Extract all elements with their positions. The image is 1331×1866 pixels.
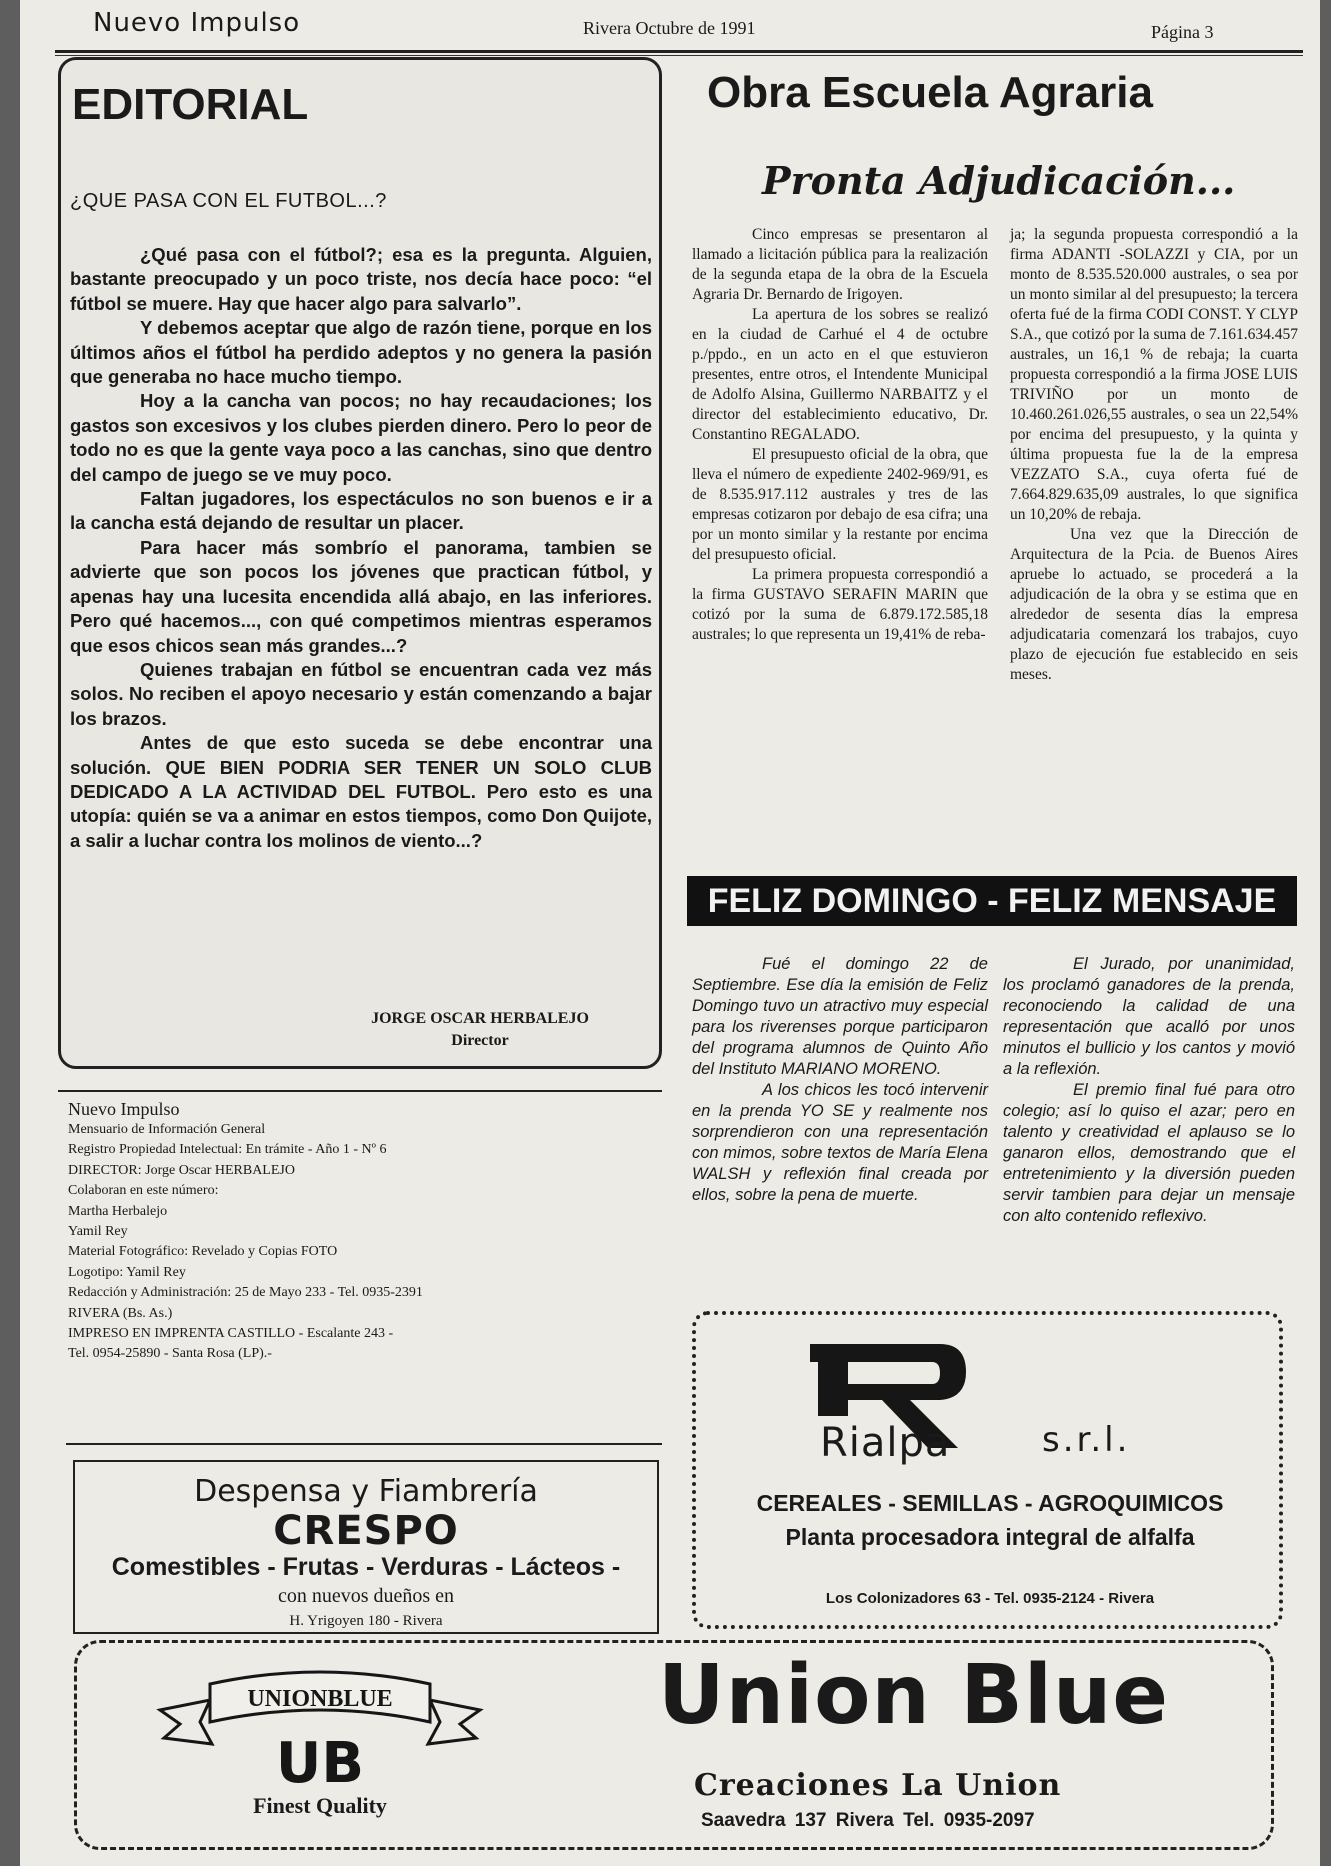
obra-column-left [692, 225, 988, 645]
feliz-column-right [1003, 954, 1295, 1227]
editorial-paragraph: Para hacer más sombrío el panorama, tambien se advierte que son pocos los jóvenes que practican fútbol, y apenas hay una lucesita encendida allá abajo, en las inferiores. Pero qué hacemos..., con qué competimos mientras esperamos que esos chicos sean más grandes...? [70, 536, 652, 656]
editorial-title: EDITORIAL [72, 80, 309, 129]
obra-paragraph: ja; la segunda propuesta correspondió a la firma ADANTI -SOLAZZI y CIA, por un monto de 8.535.520.000 australes, o sea por un monto similar al del presupuesto; la tercera oferta fué de la firma CODI CONST. Y CLYP S.A., que cotizó por la suma de 7.161.634.457 australes, un 16,1 % de rebaja; la cuarta propuesta correspondió a la firma JOSE LUIS TRIVIÑO por un monto de 10.460.261.026,55 australes, o sea un 22,54% por encima del presupuesto, y la quinta y última propuesta fue la de la empresa VEZZATO S.A., cuya oferta fué de 7.664.829.635,09 australes, lo que significa un 10,20% de rebaja. [1010, 226, 1298, 523]
masthead-title: Nuevo Impulso [68, 1099, 180, 1119]
unionblue-address: Saavedra 137 Rivera Tel. 0935-2097 [701, 1810, 1035, 1831]
crespo-ad [73, 1460, 659, 1634]
masthead-line: Martha Herbalejo [68, 1203, 168, 1219]
crespo-rule [66, 1443, 662, 1445]
obra-subtitle: Pronta Adjudicación... [762, 158, 1236, 203]
issue-date: Rivera Octubre de 1991 [583, 18, 756, 38]
masthead-line: Redacción y Administración: 25 de Mayo 233 - Tel. 0935-2391 [68, 1285, 423, 1301]
feliz-paragraph: El Jurado, por unanimidad, los proclamó ganadores de la prenda, reconociendo la calidad de una representación que acalló por unos minutos el bullicio y los cantos y movió a la reflexión. [1003, 955, 1295, 1078]
rialpa-suffix: s.r.l. [1042, 1420, 1131, 1460]
masthead-line: Yamil Rey [68, 1224, 128, 1240]
page-number: Página 3 [1151, 22, 1214, 42]
editorial-paragraph: Faltan jugadores, los espectáculos no son buenos e ir a la cancha está dejando de resultar un placer. [70, 488, 652, 534]
unionblue-subtitle: Creaciones La Union [694, 1768, 1062, 1803]
crespo-line1: Despensa y Fiambrería [194, 1474, 538, 1509]
masthead-line: Colaboran en este número: [68, 1183, 219, 1199]
rialpa-service: Planta procesadora integral de alfalfa [785, 1524, 1195, 1550]
editorial-subtitle: ¿QUE PASA CON EL FUTBOL...? [70, 190, 387, 212]
editorial-signature [300, 1008, 660, 1052]
unionblue-tagline: Finest Quality [253, 1793, 387, 1818]
masthead-line: Logotipo: Yamil Rey [68, 1264, 186, 1280]
editorial-paragraph: Y debemos aceptar que algo de razón tiene, porque en los últimos años el fútbol ha perdido adeptos y no genera la pasión que generaba no hace mucho tiempo. [70, 317, 652, 388]
unionblue-banner-text: UNIONBLUE [247, 1686, 393, 1712]
obra-paragraph: Una vez que la Dirección de Arquitectura de la Pcia. de Buenos Aires apruebe lo actuado, se procederá a la adjudicación de la obra y se estima que en alrededor de sesenta días la empresa adjudicataria comenzará los trabajos, cuyo plazo de ejecución fue establecido en seis meses. [1010, 526, 1298, 683]
rialpa-products: CEREALES - SEMILLAS - AGROQUIMICOS [756, 1490, 1224, 1516]
unionblue-logo-icon [150, 1660, 490, 1790]
masthead-line: RIVERA (Bs. As.) [68, 1305, 173, 1321]
feliz-banner: FELIZ DOMINGO - FELIZ MENSAJE [687, 876, 1297, 926]
editorial-paragraph: Antes de que esto suceda se debe encontrar una solución. QUE BIEN PODRIA SER TENER UN SOLO CLUB DEDICADO A LA ACTIVIDAD DEL FUTBOL. Pero esto es una utopía: quién se va a animar en estos tiempos, como Don Quijote, a salir a luchar contra los molinos de viento...? [70, 732, 652, 851]
masthead-line: Registro Propiedad Intelectual: En trámite - Año 1 - Nº 6 [68, 1142, 387, 1158]
masthead-line: Tel. 0954-25890 - Santa Rosa (LP).- [68, 1346, 272, 1362]
masthead-line: DIRECTOR: Jorge Oscar HERBALEJO [68, 1162, 295, 1178]
rialpa-name: Rialpa [820, 1420, 951, 1466]
crespo-name: CRESPO [273, 1508, 459, 1554]
masthead-rule [58, 1090, 662, 1092]
masthead-line: IMPRESO EN IMPRENTA CASTILLO - Escalante 243 - [68, 1326, 394, 1342]
feliz-paragraph: A los chicos les tocó intervenir en la prenda YO SE y realmente nos sorprendieron con una representación con mimos, sobre textos de María Elena WALSH y reflexión final creada por ellos, sobre la pena de muerte. [692, 1081, 988, 1204]
editorial-paragraph: ¿Qué pasa con el fútbol?; esa es la pregunta. Alguien, bastante preocupado y un poco triste, nos decía hace poco: “el fútbol se muere. Hay que hacer algo para salvarlo”. [70, 244, 652, 314]
obra-title: Obra Escuela Agraria [707, 68, 1153, 117]
obra-column-right [1010, 225, 1298, 685]
publication-name: Nuevo Impulso [93, 8, 301, 38]
masthead-line: Mensuario de Información General [68, 1122, 266, 1137]
signature-role: Director [451, 1032, 509, 1049]
obra-paragraph: Cinco empresas se presentaron al llamado a licitación pública para la realización de la segunda etapa de la obra de la Escuela Agraria Dr. Bernardo de Irigoyen. [692, 226, 988, 303]
obra-paragraph: El presupuesto oficial de la obra, que lleva el número de expediente 2402-969/91, es de 8.535.917.112 australes y tres de las empresas cotizaron por debajo de esa cifra; una por un monto similar y la restante por encima del presupuesto oficial. [692, 446, 988, 563]
editorial-paragraph: Quienes trabajan en fútbol se encuentran cada vez más solos. No reciben el apoyo necesario y están comenzando a bajar los brazos. [70, 658, 652, 729]
unionblue-title: Union Blue [658, 1648, 1169, 1743]
masthead-info [68, 1098, 628, 1365]
rialpa-contact: Los Colonizadores 63 - Tel. 0935-2124 - Rivera [825, 1590, 1155, 1607]
header-rule [55, 50, 1303, 53]
crespo-products: Comestibles - Frutas - Verduras - Lácteos - [111, 1553, 621, 1581]
feliz-paragraph: El premio final fué para otro colegio; así lo quiso el azar; pero en talento y creatividad el aplauso se lo ganaron ellos, demostrando que el entretenimiento y la diversión pueden servir tambien para dejar un mensaje con alto contenido reflexivo. [1003, 1081, 1295, 1225]
crespo-address: H. Yrigoyen 180 - Rivera [289, 1613, 443, 1629]
header-rule-thin [55, 55, 1303, 56]
crespo-line4: con nuevos dueños en [277, 1585, 455, 1607]
rialpa-ad [692, 1311, 1283, 1629]
editorial-body [70, 243, 652, 853]
obra-paragraph: La apertura de los sobres se realizó en la ciudad de Carhué el 4 de octubre p./ppdo., en un acto en el que estuvieron presentes, entre otros, el Intendente Municipal de Adolfo Alsina, Guillermo NARBAITZ y el director del establecimiento educativo, Dr. Constantino REGALADO. [692, 306, 988, 443]
editorial-paragraph: Hoy a la cancha van pocos; no hay recaudaciones; los gastos son excesivos y los clubes pierden dinero. Pero lo peor de todo no es que la gente vaya poco a las canchas, sino que dentro del campo de juego se ve muy poco. [70, 390, 652, 485]
obra-paragraph: La primera propuesta correspondió a la firma GUSTAVO SERAFIN MARIN que cotizó por la suma de 6.879.172.585,18 australes; lo que representa un 19,41% de reba- [692, 566, 988, 643]
feliz-column-left [692, 954, 988, 1206]
feliz-paragraph: Fué el domingo 22 de Septiembre. Ese día la emisión de Feliz Domingo tuvo un atractivo muy especial para los riverenses porque participaron del programa alumnos de Quinto Año del Instituto MARIANO MORENO. [692, 955, 988, 1078]
masthead-line: Material Fotográfico: Revelado y Copias FOTO [68, 1244, 338, 1260]
signature-name: JORGE OSCAR HERBALEJO [371, 1010, 589, 1027]
unionblue-monogram: UB [275, 1731, 365, 1790]
